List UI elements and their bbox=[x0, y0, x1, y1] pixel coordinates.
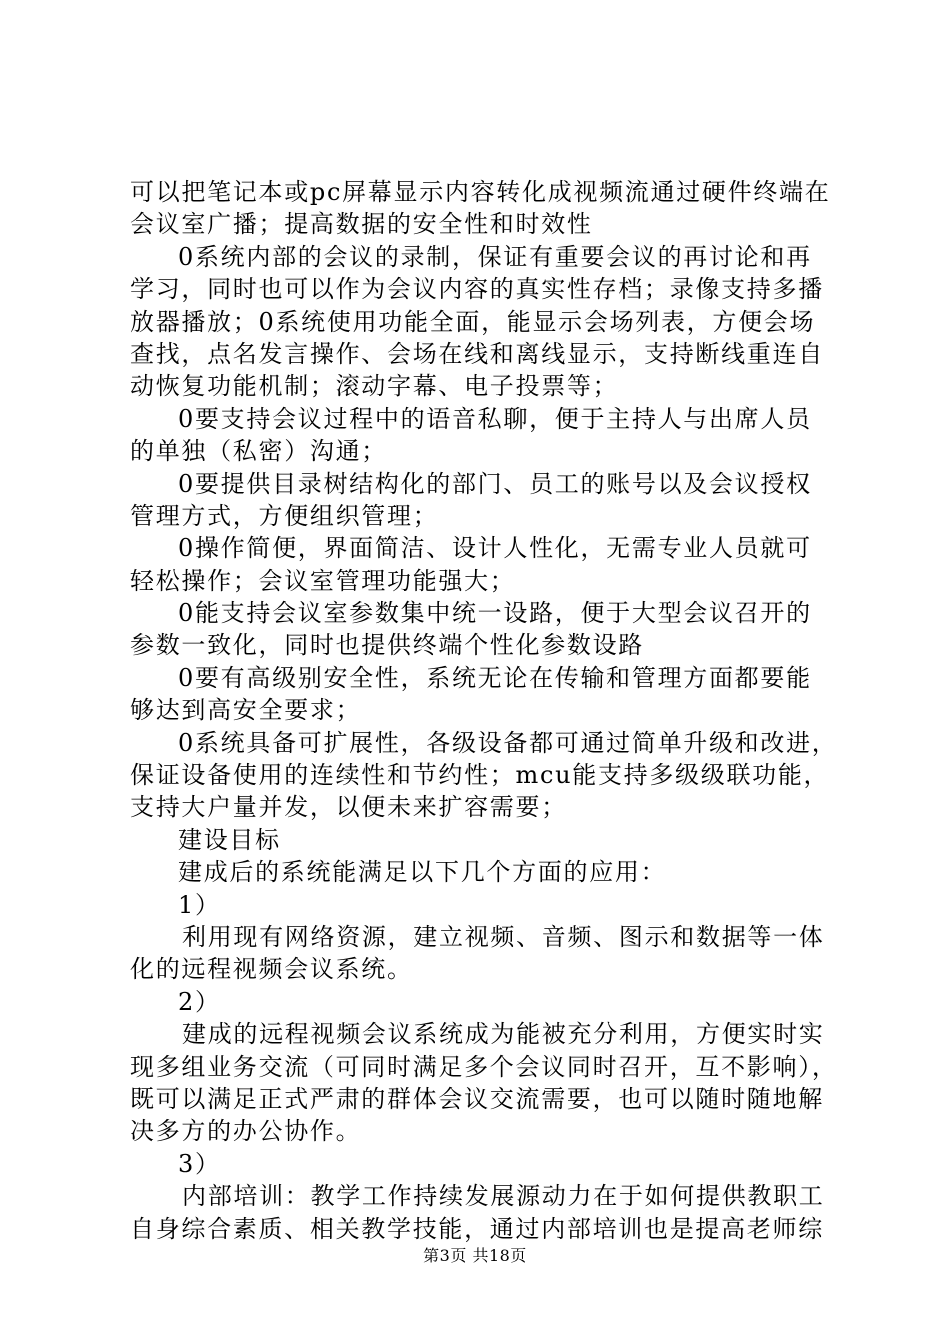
text-line: 的单独（私密）沟通； bbox=[130, 437, 387, 466]
text-line: 动恢复功能机制；滚动字幕、电子投票等； bbox=[130, 372, 619, 401]
text-line: 利用现有网络资源，建立视频、音频、图示和数据等一体 bbox=[182, 922, 825, 951]
list-number: 2） bbox=[178, 987, 221, 1016]
text-line: 化的远程视频会议系统。 bbox=[130, 955, 413, 984]
page-footer: 第3页 共18页 bbox=[423, 1246, 527, 1265]
text-line: 会议室广播；提高数据的安全性和时效性 bbox=[130, 210, 593, 239]
text-line: 保证设备使用的连续性和节约性；mcu能支持多级级联功能， bbox=[130, 761, 830, 790]
text-line: 支持大户量并发，以便未来扩容需要； bbox=[130, 793, 567, 822]
text-line: 建成的远程视频会议系统成为能被充分利用，方便实时实 bbox=[182, 1020, 825, 1049]
section-heading: 建设目标 bbox=[178, 825, 281, 854]
text-line: 建成后的系统能满足以下几个方面的应用： bbox=[178, 858, 667, 887]
text-line: 可以把笔记本或pc屏幕显示内容转化成视频流通过硬件终端在 bbox=[130, 178, 831, 206]
text-line: 放器播放；0系统使用功能全面，能显示会场列表，方便会场 bbox=[130, 307, 816, 336]
text-line: 内部培训：教学工作持续发展源动力在于如何提供教职工 bbox=[182, 1182, 825, 1211]
list-number: 1） bbox=[178, 890, 221, 919]
text-line: 0要提供目录树结构化的部门、员工的账号以及会议授权 bbox=[178, 469, 812, 498]
text-line: 自身综合素质、相关教学技能，通过内部培训也是提高老师综 bbox=[130, 1214, 824, 1243]
list-number: 3） bbox=[178, 1149, 221, 1178]
text-line: 轻松操作；会议室管理功能强大； bbox=[130, 566, 516, 595]
text-line: 0操作简便，界面简洁、设计人性化，无需专业人员就可 bbox=[178, 534, 812, 563]
text-line: 0系统内部的会议的录制，保证有重要会议的再讨论和再 bbox=[178, 242, 812, 271]
text-line: 现多组业务交流（可同时满足多个会议同时召开，互不影响）， bbox=[130, 1052, 838, 1081]
text-line: 管理方式，方便组织管理； bbox=[130, 501, 439, 530]
text-line: 0要支持会议过程中的语音私聊，便于主持人与出席人员 bbox=[178, 404, 812, 433]
text-line: 0系统具备可扩展性，各级设备都可通过简单升级和改进， bbox=[178, 728, 838, 757]
text-line: 参数一致化，同时也提供终端个性化参数设路 bbox=[130, 631, 644, 660]
text-line: 学习，同时也可以作为会议内容的真实性存档；录像支持多播 bbox=[130, 275, 824, 304]
text-line: 够达到高安全要求； bbox=[130, 696, 362, 725]
text-line: 0要有高级别安全性，系统无论在传输和管理方面都要能 bbox=[178, 663, 812, 692]
text-line: 既可以满足正式严肃的群体会议交流需要，也可以随时随地解 bbox=[130, 1084, 824, 1113]
document-body bbox=[130, 176, 838, 1245]
text-line: 查找，点名发言操作、会场在线和离线显示，支持断线重连自 bbox=[130, 339, 824, 368]
text-line: 决多方的办公协作。 bbox=[130, 1117, 362, 1146]
text-line: 0能支持会议室参数集中统一设路，便于大型会议召开的 bbox=[178, 599, 812, 628]
